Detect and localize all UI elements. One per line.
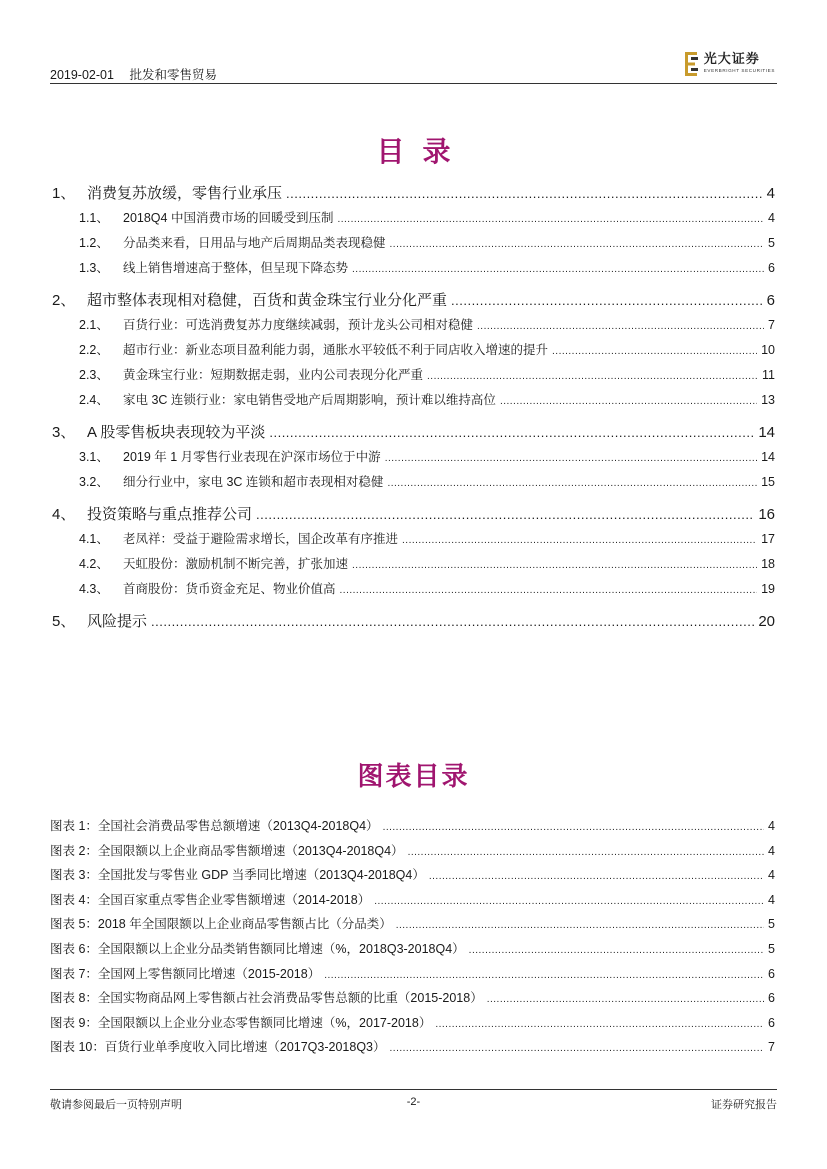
entry-page-number: 17: [761, 532, 775, 546]
entry-page-number: 10: [761, 343, 775, 357]
company-logo: [685, 52, 775, 78]
disclaimer-note: 敬请参阅最后一页特别声明: [50, 1099, 182, 1111]
report-date: 2019-02-01: [50, 68, 114, 82]
toc-subsection-entry[interactable]: [52, 231, 775, 256]
toc-section-entry[interactable]: [52, 420, 775, 445]
entry-title: 细分行业中，家电 3C 连锁和超市表现相对稳健: [123, 475, 384, 489]
entry-title: 2019 年 1 月零售行业表现在沪深市场位于中游: [123, 450, 381, 464]
entry-title: 老凤祥：受益于避险需求增长，国企改革有序推进: [123, 532, 399, 546]
dot-leader: [352, 552, 757, 578]
report-category: 批发和零售贸易: [129, 68, 217, 82]
dot-leader: [385, 445, 757, 471]
dot-leader: [477, 313, 764, 339]
entry-page-number: 13: [761, 393, 775, 407]
toc-section-entry[interactable]: [52, 502, 775, 527]
entry-number: 4、: [52, 506, 76, 523]
report-type: 证券研究报告: [711, 1099, 777, 1111]
entry-title: 超市整体表现相对稳健，百货和黄金珠宝行业分化严重: [87, 292, 448, 309]
dot-leader: [286, 181, 763, 206]
entry-page-number: 4: [768, 868, 775, 883]
entry-title: 百货行业：可选消费复苏力度继续减弱，预计龙头公司相对稳健: [123, 318, 474, 332]
toc-subsection-entry[interactable]: [52, 338, 775, 363]
entry-title: 首商股份：货币资金充足、物业价值高: [123, 582, 336, 596]
page-header: [50, 52, 777, 82]
dot-leader: [552, 338, 757, 364]
entry-title: 图表 1：全国社会消费品零售总额增速（2013Q4-2018Q4）: [50, 819, 379, 833]
entry-page-number: 5: [768, 941, 775, 956]
toc-subsection-entry[interactable]: [52, 388, 775, 413]
entry-page-number: 4: [766, 185, 775, 202]
entry-page-number: 5: [768, 917, 775, 932]
figure-list-entry[interactable]: [50, 839, 775, 864]
entry-title: 图表 7：全国网上零售额同比增速（2015-2018）: [50, 966, 321, 981]
dot-leader: [396, 912, 764, 939]
dot-leader: [500, 388, 757, 414]
toc-subsection-entry[interactable]: [52, 527, 775, 552]
entry-page-number: 6: [766, 292, 775, 309]
dot-leader: [151, 609, 754, 634]
entry-number: 4.3、: [79, 582, 109, 596]
entry-title: 超市行业：新业态项目盈利能力弱，通胀水平较低不利于同店收入增速的提升: [123, 343, 549, 357]
entry-title: 图表 9：全国限额以上企业分业态零售额同比增速（%，2017-2018）: [50, 1015, 432, 1030]
toc-title: 目录: [376, 135, 469, 168]
entry-number: 2、: [52, 292, 76, 309]
everbright-logo-icon: [685, 52, 699, 76]
page-number: -2-: [406, 1096, 421, 1108]
figure-list-entry[interactable]: [50, 937, 775, 962]
entry-title: 图表 10：百货行业单季度收入同比增速（2017Q3-2018Q3）: [50, 1040, 386, 1055]
entry-page-number: 4: [768, 819, 775, 833]
dot-leader: [383, 814, 764, 841]
entry-title: 图表 8：全国实物商品网上零售额占社会消费品零售总额的比重（2015-2018）: [50, 991, 483, 1006]
dot-leader: [390, 231, 765, 257]
entry-title: 2018Q4 中国消费市场的回暖受到压制: [123, 211, 334, 225]
entry-number: 1.1、: [79, 211, 109, 225]
entry-page-number: 6: [768, 966, 775, 981]
toc-section-entry[interactable]: [52, 609, 775, 634]
dot-leader: [352, 256, 764, 282]
entry-page-number: 7: [768, 318, 775, 332]
dot-leader: [451, 288, 763, 313]
entry-page-number: 14: [761, 450, 775, 464]
entry-number: 3.1、: [79, 450, 109, 464]
entry-title: 图表 4：全国百家重点零售企业零售额增速（2014-2018）: [50, 892, 371, 907]
toc-section-entry[interactable]: [52, 181, 775, 206]
entry-page-number: 15: [761, 475, 775, 489]
dot-leader: [340, 577, 758, 603]
dot-leader: [324, 962, 764, 989]
dot-leader: [427, 363, 758, 389]
figure-list-entry[interactable]: [50, 1011, 775, 1036]
entry-title: 图表 2：全国限额以上企业商品零售额增速（2013Q4-2018Q4）: [50, 843, 404, 858]
figure-list-entry[interactable]: [50, 863, 775, 888]
dot-leader: [487, 986, 764, 1013]
toc-subsection-entry[interactable]: [52, 470, 775, 495]
entry-title: 天虹股份：激励机制不断完善，扩张加速: [123, 557, 349, 571]
dot-leader: [337, 206, 764, 232]
figure-list-entry[interactable]: [50, 986, 775, 1011]
toc-subsection-entry[interactable]: [52, 206, 775, 231]
entry-page-number: 4: [768, 892, 775, 907]
figure-list-title: 图表目录: [357, 762, 470, 792]
entry-page-number: 18: [761, 557, 775, 571]
entry-title: 图表 3：全国批发与零售业 GDP 当季同比增速（2013Q4-2018Q4）: [50, 868, 425, 883]
entry-page-number: 16: [758, 506, 775, 523]
toc-subsection-entry[interactable]: [52, 363, 775, 388]
page-footer: [50, 1094, 777, 1112]
logo-english-name: EVERBRIGHT SECURITIES: [703, 68, 775, 73]
table-of-contents: [52, 181, 775, 634]
entry-number: 3、: [52, 424, 76, 441]
dot-leader: [390, 1035, 765, 1062]
entry-page-number: 19: [761, 582, 775, 596]
entry-title: 图表 5：2018 年全国限额以上企业商品零售额占比（分品类）: [50, 917, 392, 932]
entry-page-number: 6: [768, 261, 775, 275]
entry-number: 2.2、: [79, 343, 109, 357]
entry-page-number: 7: [768, 1040, 775, 1055]
entry-title: 风险提示: [87, 613, 148, 630]
dot-leader: [435, 1011, 764, 1038]
figure-list-entry[interactable]: [50, 814, 775, 839]
entry-number: 2.3、: [79, 368, 109, 382]
entry-page-number: 4: [768, 843, 775, 858]
figure-list-entry[interactable]: [50, 962, 775, 987]
figure-list-entry[interactable]: [50, 888, 775, 913]
entry-number: 3.2、: [79, 475, 109, 489]
toc-subsection-entry[interactable]: [52, 577, 775, 602]
dot-leader: [469, 937, 764, 964]
entry-number: 4.2、: [79, 557, 109, 571]
entry-number: 1、: [52, 185, 76, 202]
figure-list: [50, 814, 775, 1060]
entry-page-number: 20: [758, 613, 775, 630]
entry-title: 投资策略与重点推荐公司: [87, 506, 253, 523]
entry-page-number: 4: [768, 211, 775, 225]
logo-chinese-name: 光大证券: [703, 52, 760, 67]
entry-title: 消费复苏放缓，零售行业承压: [87, 185, 283, 202]
dot-leader: [256, 502, 754, 527]
dot-leader: [408, 839, 764, 866]
figure-list-entry[interactable]: [50, 1035, 775, 1060]
entry-title: A 股零售板块表现较为平淡: [87, 424, 266, 441]
entry-page-number: 6: [768, 1015, 775, 1030]
entry-number: 1.3、: [79, 261, 109, 275]
entry-title: 分品类来看，日用品与地产后周期品类表现稳健: [123, 236, 386, 250]
entry-number: 1.2、: [79, 236, 109, 250]
toc-subsection-entry[interactable]: [52, 552, 775, 577]
header-divider: [50, 83, 777, 84]
entry-number: 4.1、: [79, 532, 109, 546]
dot-leader: [429, 863, 764, 890]
entry-page-number: 5: [768, 236, 775, 250]
entry-title: 图表 6：全国限额以上企业分品类销售额同比增速（%，2018Q3-2018Q4）: [50, 941, 465, 956]
entry-page-number: 14: [758, 424, 775, 441]
entry-title: 黄金珠宝行业：短期数据走弱，业内公司表现分化严重: [123, 368, 424, 382]
header-meta: [50, 65, 229, 83]
footer-divider: [50, 1089, 777, 1090]
toc-section-entry[interactable]: [52, 288, 775, 313]
dot-leader: [402, 527, 757, 553]
dot-leader: [387, 470, 757, 496]
toc-subsection-entry[interactable]: [52, 256, 775, 281]
toc-subsection-entry[interactable]: [52, 313, 775, 338]
dot-leader: [269, 420, 754, 445]
entry-number: 2.1、: [79, 318, 109, 332]
toc-subsection-entry[interactable]: [52, 445, 775, 470]
dot-leader: [374, 888, 764, 915]
entry-number: 5、: [52, 613, 76, 630]
figure-list-entry[interactable]: [50, 912, 775, 937]
entry-page-number: 11: [762, 368, 775, 382]
entry-title: 线上销售增速高于整体，但呈现下降态势: [123, 261, 349, 275]
entry-page-number: 6: [768, 991, 775, 1006]
entry-number: 2.4、: [79, 393, 109, 407]
entry-title: 家电 3C 连锁行业：家电销售受地产后周期影响，预计难以维持高位: [123, 393, 496, 407]
